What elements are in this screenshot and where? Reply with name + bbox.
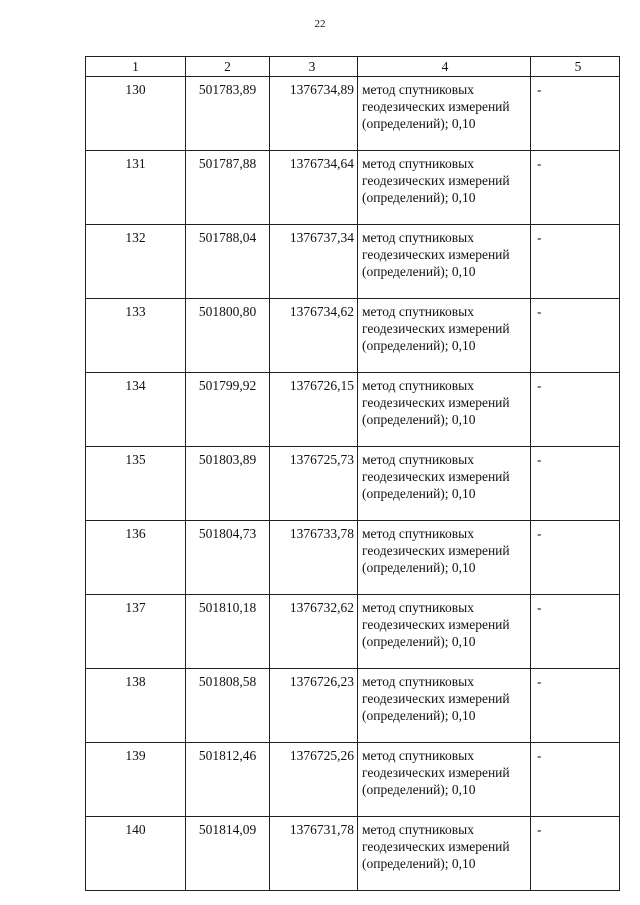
- method-cell-text: метод спутниковых геодезических измерений (определений); 0,10: [362, 822, 510, 871]
- point-number-cell: [86, 521, 186, 595]
- y-coordinate-cell-text: 1376726,23: [289, 674, 354, 689]
- method-cell: [358, 521, 531, 595]
- y-coordinate-cell-text: 1376737,34: [289, 230, 354, 245]
- y-coordinate-cell-text: 1376734,64: [289, 156, 354, 171]
- point-number-cell-text: 139: [125, 748, 146, 763]
- note-cell-text: -: [537, 304, 542, 319]
- x-coordinate-cell-text: 501814,09: [198, 822, 257, 837]
- method-cell-text: метод спутниковых геодезических измерений (определений); 0,10: [362, 378, 510, 427]
- y-coordinate-cell-text: 1376725,26: [289, 748, 354, 763]
- y-coordinate-cell-text: 1376731,78: [289, 822, 354, 837]
- note-cell-text: -: [537, 378, 542, 393]
- note-cell: [531, 595, 620, 669]
- note-cell: [531, 743, 620, 817]
- note-cell: [531, 151, 620, 225]
- y-coordinate-cell-text: 1376733,78: [289, 526, 354, 541]
- x-coordinate-cell-text: 501783,89: [198, 82, 257, 97]
- note-cell-text: -: [537, 230, 542, 245]
- method-cell: [358, 77, 531, 151]
- point-number-cell-text: 130: [125, 82, 146, 97]
- x-coordinate-cell-text: 501804,73: [198, 526, 257, 541]
- table-body: [86, 77, 620, 891]
- column-header-1: 1: [86, 57, 186, 77]
- table-row: [86, 817, 620, 891]
- note-cell-text: -: [537, 600, 542, 615]
- x-coordinate-cell-text: 501803,89: [198, 452, 257, 467]
- column-header-2: 2: [186, 57, 270, 77]
- x-coordinate-cell: [186, 743, 270, 817]
- point-number-cell: [86, 447, 186, 521]
- x-coordinate-cell: [186, 299, 270, 373]
- method-cell-text: метод спутниковых геодезических измерений (определений); 0,10: [362, 674, 510, 723]
- method-cell-text: метод спутниковых геодезических измерений (определений); 0,10: [362, 304, 510, 353]
- table-row: [86, 447, 620, 521]
- method-cell-text: метод спутниковых геодезических измерений (определений); 0,10: [362, 600, 510, 649]
- x-coordinate-cell-text: 501800,80: [198, 304, 257, 319]
- point-number-cell: [86, 669, 186, 743]
- y-coordinate-cell-text: 1376734,62: [289, 304, 354, 319]
- x-coordinate-cell: [186, 595, 270, 669]
- method-cell: [358, 373, 531, 447]
- y-coordinate-cell: [270, 225, 358, 299]
- method-cell: [358, 151, 531, 225]
- y-coordinate-cell: [270, 373, 358, 447]
- method-cell: [358, 299, 531, 373]
- note-cell-text: -: [537, 452, 542, 467]
- method-cell: [358, 595, 531, 669]
- x-coordinate-cell: [186, 447, 270, 521]
- method-cell: [358, 669, 531, 743]
- note-cell-text: -: [537, 748, 542, 763]
- point-number-cell: [86, 595, 186, 669]
- x-coordinate-cell: [186, 77, 270, 151]
- x-coordinate-cell: [186, 225, 270, 299]
- x-coordinate-cell: [186, 373, 270, 447]
- x-coordinate-cell: [186, 521, 270, 595]
- point-number-cell-text: 140: [125, 822, 146, 837]
- point-number-cell-text: 135: [125, 452, 146, 467]
- point-number-cell-text: 136: [125, 526, 146, 541]
- table-row: [86, 743, 620, 817]
- table-row: [86, 299, 620, 373]
- note-cell: [531, 669, 620, 743]
- y-coordinate-cell-text: 1376726,15: [289, 378, 354, 393]
- y-coordinate-cell: [270, 77, 358, 151]
- x-coordinate-cell-text: 501812,46: [198, 748, 257, 763]
- note-cell-text: -: [537, 674, 542, 689]
- point-number-cell: [86, 77, 186, 151]
- point-number-cell: [86, 743, 186, 817]
- method-cell-text: метод спутниковых геодезических измерений (определений); 0,10: [362, 82, 510, 131]
- column-header-5: 5: [531, 57, 620, 77]
- y-coordinate-cell: [270, 595, 358, 669]
- y-coordinate-cell: [270, 521, 358, 595]
- note-cell: [531, 225, 620, 299]
- table-row: [86, 669, 620, 743]
- method-cell-text: метод спутниковых геодезических измерений (определений); 0,10: [362, 230, 510, 279]
- note-cell-text: -: [537, 156, 542, 171]
- note-cell: [531, 77, 620, 151]
- point-number-cell-text: 131: [125, 156, 146, 171]
- method-cell-text: метод спутниковых геодезических измерений (определений); 0,10: [362, 452, 510, 501]
- method-cell-text: метод спутниковых геодезических измерений (определений); 0,10: [362, 748, 510, 797]
- y-coordinate-cell-text: 1376734,89: [289, 82, 354, 97]
- x-coordinate-cell: [186, 817, 270, 891]
- x-coordinate-cell-text: 501799,92: [198, 378, 257, 393]
- method-cell: [358, 817, 531, 891]
- x-coordinate-cell-text: 501788,04: [198, 230, 257, 245]
- column-header-4: 4: [358, 57, 531, 77]
- point-number-cell-text: 132: [125, 230, 146, 245]
- coordinates-table: [85, 56, 620, 891]
- y-coordinate-cell: [270, 669, 358, 743]
- y-coordinate-cell: [270, 151, 358, 225]
- table-row: [86, 521, 620, 595]
- method-cell: [358, 447, 531, 521]
- point-number-cell: [86, 151, 186, 225]
- point-number-cell: [86, 225, 186, 299]
- method-cell: [358, 225, 531, 299]
- point-number-cell-text: 137: [125, 600, 146, 615]
- point-number-cell-text: 133: [125, 304, 146, 319]
- point-number-cell: [86, 373, 186, 447]
- table-row: [86, 225, 620, 299]
- note-cell-text: -: [537, 526, 542, 541]
- x-coordinate-cell: [186, 669, 270, 743]
- point-number-cell: [86, 299, 186, 373]
- y-coordinate-cell-text: 1376732,62: [289, 600, 354, 615]
- table-row: [86, 151, 620, 225]
- y-coordinate-cell: [270, 743, 358, 817]
- method-cell-text: метод спутниковых геодезических измерений (определений); 0,10: [362, 156, 510, 205]
- note-cell: [531, 299, 620, 373]
- x-coordinate-cell-text: 501808,58: [198, 674, 257, 689]
- note-cell-text: -: [537, 822, 542, 837]
- y-coordinate-cell: [270, 447, 358, 521]
- table-row: [86, 77, 620, 151]
- point-number-cell: [86, 817, 186, 891]
- page-number: 22: [314, 18, 326, 30]
- note-cell-text: -: [537, 82, 542, 97]
- table-header-row: [86, 57, 620, 77]
- note-cell: [531, 521, 620, 595]
- note-cell: [531, 817, 620, 891]
- method-cell: [358, 743, 531, 817]
- note-cell: [531, 373, 620, 447]
- column-header-3: 3: [270, 57, 358, 77]
- method-cell-text: метод спутниковых геодезических измерений (определений); 0,10: [362, 526, 510, 575]
- point-number-cell-text: 134: [125, 378, 146, 393]
- y-coordinate-cell-text: 1376725,73: [289, 452, 354, 467]
- note-cell: [531, 447, 620, 521]
- table-row: [86, 595, 620, 669]
- x-coordinate-cell: [186, 151, 270, 225]
- x-coordinate-cell-text: 501810,18: [198, 600, 257, 615]
- y-coordinate-cell: [270, 299, 358, 373]
- y-coordinate-cell: [270, 817, 358, 891]
- x-coordinate-cell-text: 501787,88: [198, 156, 257, 171]
- point-number-cell-text: 138: [125, 674, 146, 689]
- table-row: [86, 373, 620, 447]
